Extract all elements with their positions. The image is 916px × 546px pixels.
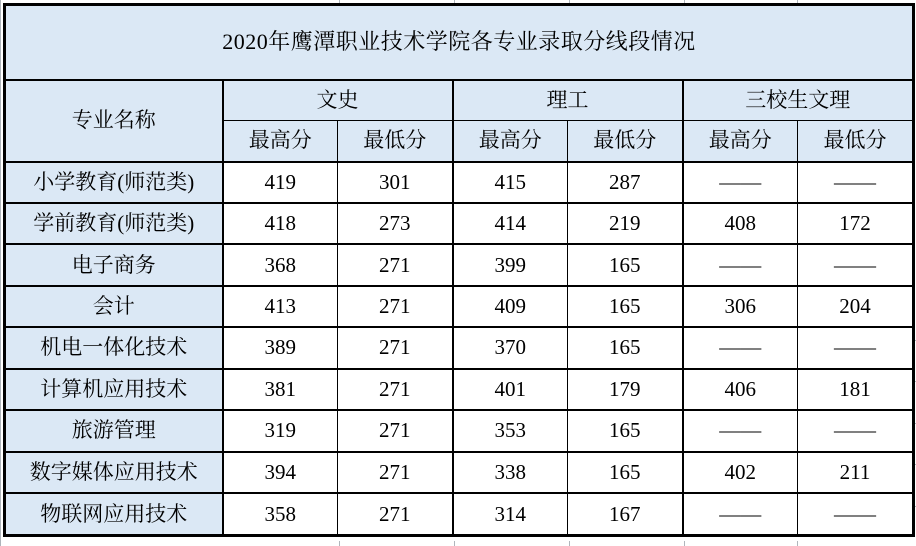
admission-score-table <box>3 3 915 537</box>
score-cell: 306 <box>683 286 798 327</box>
score-cell: 402 <box>683 452 798 493</box>
score-cell: 165 <box>568 244 683 285</box>
score-cell: 415 <box>453 162 568 203</box>
score-cell: 271 <box>338 452 453 493</box>
score-cell: 271 <box>338 244 453 285</box>
table-title: 2020年鹰潭职业技术学院各专业录取分线段情况 <box>5 5 914 80</box>
table-row <box>5 369 914 410</box>
score-cell: 368 <box>223 244 338 285</box>
score-cell: 271 <box>338 410 453 451</box>
score-cell: 413 <box>223 286 338 327</box>
score-cell: —— <box>798 493 914 535</box>
score-cell: —— <box>683 162 798 203</box>
major-name-cell: 物联网应用技术 <box>5 493 223 535</box>
score-cell: 301 <box>338 162 453 203</box>
score-cell: 319 <box>223 410 338 451</box>
score-cell: 181 <box>798 369 914 410</box>
group-header-row <box>5 80 914 121</box>
score-cell: 409 <box>453 286 568 327</box>
group-header-three-school-students: 三校生文理 <box>683 80 914 121</box>
score-cell: 273 <box>338 203 453 244</box>
major-name-cell: 计算机应用技术 <box>5 369 223 410</box>
score-cell: 389 <box>223 327 338 368</box>
score-cell: 167 <box>568 493 683 535</box>
score-cell: 370 <box>453 327 568 368</box>
score-cell: —— <box>798 410 914 451</box>
score-cell: 271 <box>338 327 453 368</box>
score-cell: 211 <box>798 452 914 493</box>
score-cell: 179 <box>568 369 683 410</box>
sub-header-max-score: 最高分 <box>683 121 798 162</box>
score-cell: 338 <box>453 452 568 493</box>
score-cell: 271 <box>338 493 453 535</box>
table-row <box>5 452 914 493</box>
table-row <box>5 244 914 285</box>
score-cell: —— <box>798 244 914 285</box>
score-cell: 401 <box>453 369 568 410</box>
major-name-cell: 学前教育(师范类) <box>5 203 223 244</box>
gridline-artifact <box>454 541 455 546</box>
sub-header-min-score: 最低分 <box>338 121 453 162</box>
score-cell: —— <box>683 327 798 368</box>
score-cell: —— <box>798 327 914 368</box>
sub-header-max-score: 最高分 <box>453 121 568 162</box>
score-cell: 381 <box>223 369 338 410</box>
score-cell: —— <box>683 410 798 451</box>
major-name-cell: 数字媒体应用技术 <box>5 452 223 493</box>
score-cell: 314 <box>453 493 568 535</box>
score-cell: 353 <box>453 410 568 451</box>
score-cell: 172 <box>798 203 914 244</box>
score-cell: 414 <box>453 203 568 244</box>
score-cell: 419 <box>223 162 338 203</box>
score-cell: 358 <box>223 493 338 535</box>
score-cell: 394 <box>223 452 338 493</box>
group-header-liberal-arts: 文史 <box>223 80 453 121</box>
major-name-cell: 电子商务 <box>5 244 223 285</box>
score-cell: —— <box>683 244 798 285</box>
score-cell: 406 <box>683 369 798 410</box>
score-cell: —— <box>683 493 798 535</box>
score-cell: 219 <box>568 203 683 244</box>
gridline-artifact <box>684 541 685 546</box>
major-name-cell: 会计 <box>5 286 223 327</box>
score-cell: 418 <box>223 203 338 244</box>
table-row <box>5 203 914 244</box>
score-cell: 399 <box>453 244 568 285</box>
sub-header-min-score: 最低分 <box>798 121 914 162</box>
gridline-artifact <box>339 541 340 546</box>
table-row <box>5 410 914 451</box>
score-cell: 165 <box>568 410 683 451</box>
gridline-artifact <box>0 0 1 546</box>
major-name-cell: 机电一体化技术 <box>5 327 223 368</box>
table-row <box>5 327 914 368</box>
score-cell: 408 <box>683 203 798 244</box>
score-cell: 287 <box>568 162 683 203</box>
group-header-science-engineering: 理工 <box>453 80 683 121</box>
score-cell: 271 <box>338 286 453 327</box>
gridline-artifact <box>569 541 570 546</box>
score-cell: 204 <box>798 286 914 327</box>
sub-header-min-score: 最低分 <box>568 121 683 162</box>
score-cell: 165 <box>568 286 683 327</box>
score-cell: 271 <box>338 369 453 410</box>
table-row <box>5 493 914 535</box>
sub-header-max-score: 最高分 <box>223 121 338 162</box>
title-row <box>5 5 914 80</box>
major-name-cell: 旅游管理 <box>5 410 223 451</box>
major-name-cell: 小学教育(师范类) <box>5 162 223 203</box>
score-cell: 165 <box>568 327 683 368</box>
corner-header-major-name: 专业名称 <box>5 80 223 162</box>
gridline-artifact <box>797 541 798 546</box>
table-row <box>5 162 914 203</box>
score-cell: 165 <box>568 452 683 493</box>
table-row <box>5 286 914 327</box>
score-cell: —— <box>798 162 914 203</box>
